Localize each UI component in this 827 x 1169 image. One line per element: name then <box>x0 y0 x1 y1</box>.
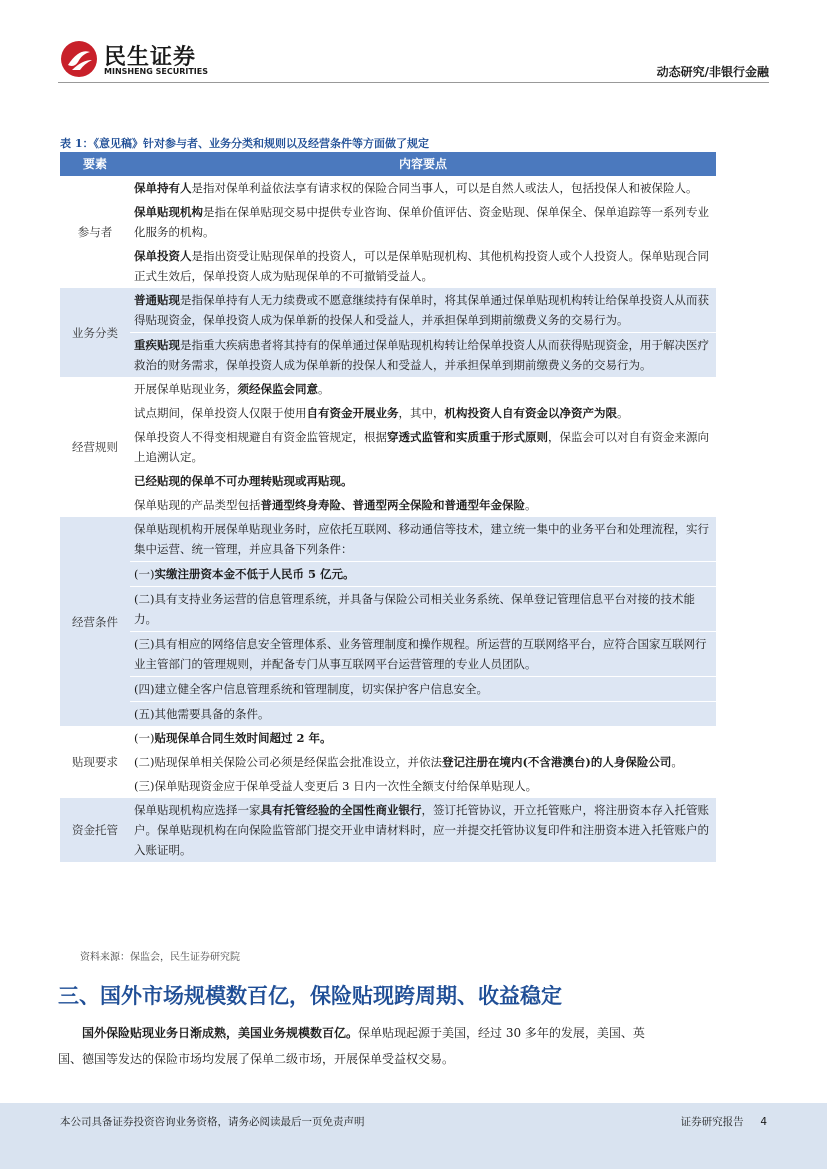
table-row <box>60 425 716 469</box>
category-requirements: 贴现要求 <box>72 755 118 769</box>
table-row <box>60 176 716 200</box>
logo-text-en: MINSHENG SECURITIES <box>104 67 208 76</box>
table-cell: 保单持有人是指对保单利益依法享有请求权的保险合同当事人，可以是自然人或法人，包括投保人和被保险人。 <box>134 181 698 195</box>
col-header-element: 要素 <box>60 152 130 176</box>
minsheng-logo-icon <box>60 40 98 78</box>
table-cell: (一)贴现保单合同生效时间超过 2 年。 <box>134 731 332 745</box>
category-conditions: 经营条件 <box>60 517 130 726</box>
table-cell: 保单贴现机构应选择一家具有托管经验的全国性商业银行，签订托管协议，开立托管账户，将注册资本存入托管账户。保单贴现机构在向保险监管部门提交开业申请材料时，应一并提交托管协议复印件和注册资本进入托管账户的入账证明。 <box>130 798 716 862</box>
table-title: 表 1：《意见稿》针对参与者、业务分类和规则以及经营条件等方面做了规定 <box>60 137 429 150</box>
table-row <box>60 288 716 333</box>
table-row <box>60 200 716 244</box>
table-cell: 开展保单贴现业务，须经保监会同意。 <box>134 382 330 396</box>
table-row <box>60 333 716 378</box>
category-rules: 经营规则 <box>72 440 118 454</box>
table-cell: (三)具有相应的网络信息安全管理体系、业务管理制度和操作规程。所运营的互联网络平台，应符合国家互联网行业主管部门的管理规则，并配备专门从事互联网平台运营管理的专业人员团队。 <box>130 632 716 677</box>
header-divider <box>58 82 769 83</box>
table-cell: 保单贴现机构是指在保单贴现交易中提供专业咨询、保单价值评估、资金贴现、保单保全、保单追踪等一系列专业化服务的机构。 <box>134 205 709 239</box>
table-row <box>60 562 716 587</box>
table-cell: 试点期间，保单投资人仅限于使用自有资金开展业务，其中，机构投资人自有资金以净资产为限。 <box>134 406 629 420</box>
table-cell: 普通贴现是指保单持有人无力续费或不愿意继续持有保单时，将其保单通过保单贴现机构转让给保单投资人从而获得贴现资金，保单投资人成为保单新的投保人和受益人，并承担保单到期前缴费义务的交易行为。 <box>130 288 716 333</box>
category-custody: 资金托管 <box>60 798 130 862</box>
table-cell: (二)具有支持业务运营的信息管理系统，并具备与保险公司相关业务系统、保单登记管理信息平台对接的技术能力。 <box>130 587 716 632</box>
logo-text-cn: 民生证券 <box>104 45 197 70</box>
logo <box>60 40 220 78</box>
footer-right <box>681 1114 767 1129</box>
table-cell: 保单投资人不得变相规避自有资金监管规定，根据穿透式监管和实质重于形式原则，保监会可以对自有资金来源向上追溯认定。 <box>134 430 709 464</box>
footer-bar <box>0 1103 827 1169</box>
table-row <box>60 750 716 774</box>
regulation-table <box>60 152 716 862</box>
table-cell: (四)建立健全客户信息管理系统和管理制度，切实保护客户信息安全。 <box>130 677 716 702</box>
table-row <box>60 677 716 702</box>
table-cell: (五)其他需要具备的条件。 <box>130 702 716 727</box>
table-row <box>60 632 716 677</box>
body-paragraph: 国外保险贴现业务日渐成熟，美国业务规模数百亿。保单贴现起源于美国，经过 30 多年的发展，美国、英国、德国等发达的保险市场均发展了保单二级市场，开展保单受益权交易。 <box>58 1026 645 1066</box>
table-row <box>60 469 716 493</box>
table-row <box>60 244 716 288</box>
table-row <box>60 774 716 798</box>
table-row <box>60 726 716 750</box>
table-source: 资料来源：保监会，民生证券研究院 <box>80 952 240 963</box>
table-cell: 已经贴现的保单不可办理转贴现或再贴现。 <box>134 474 353 488</box>
category-participants: 参与者 <box>77 225 113 239</box>
table-row <box>60 493 716 517</box>
table-cell: (一)实缴注册资本金不低于人民币 5 亿元。 <box>130 562 716 587</box>
section-title: 三、国外市场规模数百亿，保险贴现跨周期、收益稳定 <box>58 983 562 1008</box>
table-row <box>60 587 716 632</box>
table-row <box>60 377 716 401</box>
table-row <box>60 702 716 727</box>
table-cell: (三)保单贴现资金应于保单受益人变更后 3 日内一次性全额支付给保单贴现人。 <box>134 779 538 793</box>
page-number: 4 <box>760 1116 767 1128</box>
report-label: 证券研究报告 <box>680 1116 744 1128</box>
table-cell: 重疾贴现是指重大疾病患者将其持有的保单通过保单贴现机构转让给保单投资人从而获得贴现资金，用于解决医疗救治的财务需求，保单投资人成为保单新的投保人和受益人，并承担保单到期前缴费义务的交易行为。 <box>130 333 716 378</box>
table-cell: 保单投资人是指出资受让贴现保单的投资人，可以是保单贴现机构、其他机构投资人或个人投资人。保单贴现合同正式生效后，保单投资人成为贴现保单的不可撤销受益人。 <box>134 249 709 283</box>
table-row <box>60 798 716 862</box>
table-row <box>60 517 716 562</box>
footer-disclaimer: 本公司具备证券投资咨询业务资格，请务必阅读最后一页免责声明 <box>60 1116 365 1128</box>
table-header-row <box>60 152 716 176</box>
table-cell: 保单贴现机构开展保单贴现业务时，应依托互联网、移动通信等技术，建立统一集中的业务平台和处理流程，实行集中运营、统一管理，并应具备下列条件： <box>130 517 716 562</box>
table-row <box>60 401 716 425</box>
col-header-content: 内容要点 <box>130 152 716 176</box>
table-cell: (二)贴现保单相关保险公司必须是经保监会批准设立，并依法登记注册在境内(不含港澳台)的人身保险公司。 <box>134 755 683 769</box>
category-business: 业务分类 <box>60 288 130 377</box>
table-cell: 保单贴现的产品类型包括普通型终身寿险、普通型两全保险和普通型年金保险。 <box>134 498 537 512</box>
report-type: 动态研究/非银行金融 <box>656 65 769 79</box>
